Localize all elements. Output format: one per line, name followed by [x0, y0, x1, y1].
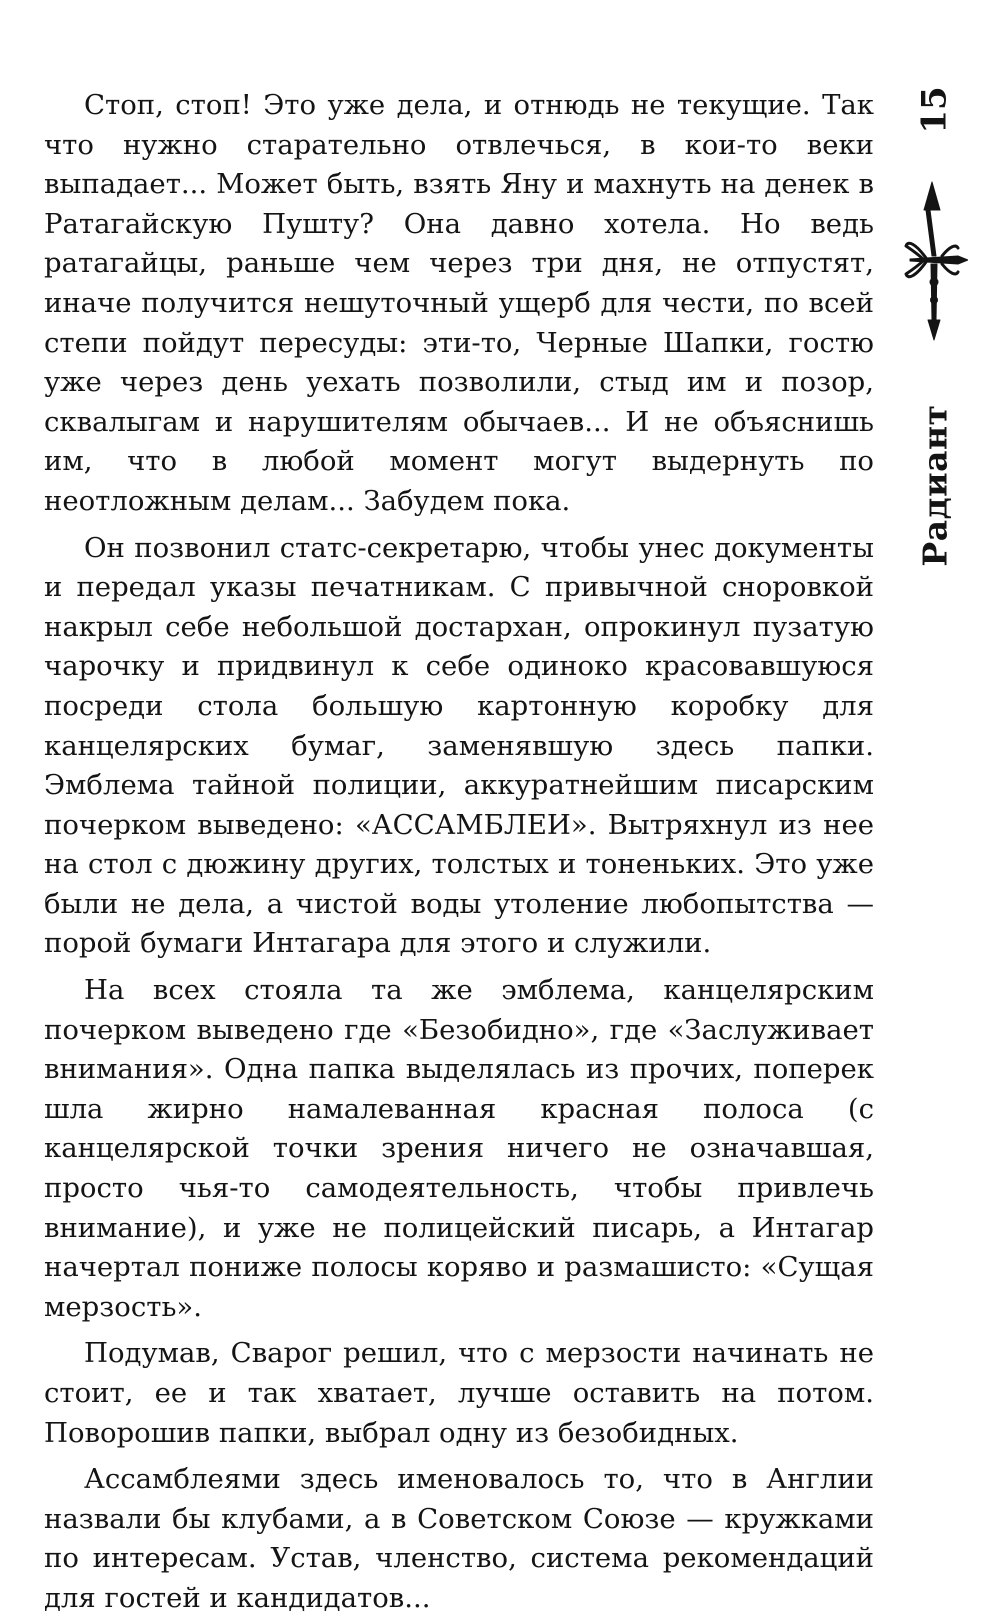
- page-number-text: 15: [914, 86, 955, 134]
- running-title-text: Радиант: [915, 403, 955, 567]
- paragraph-3: На всех стояла та же эмблема, канцелярским почерком выведено где «Безобидно», где «Заслуживает внимания». Одна папка выделялась из прочих, поперек шла жирно намалеванная красная полоса (с канцелярской точки зрения ничего не означавшая, просто чья-то самодеятельность, чтобы привлечь внимание), и уже не полицейский писарь, а Интагар начертал пониже полосы коряво и размашисто: «Сущая мерзость».: [44, 974, 874, 1323]
- paragraph-4: Подумав, Сварог решил, что с мерзости начинать не стоит, ее и так хватает, лучше оставить на потом. Поворошив папки, выбрал одну из безобидных.: [44, 1337, 874, 1449]
- page-number: [910, 80, 960, 140]
- side-margin-header: [890, 80, 980, 567]
- paragraph-2: Он позвонил статс-секретарю, чтобы унес документы и передал указы печатникам. С привычной сноровкой накрыл себе небольшой достархан, опрокинул пузатую чарочку и придвинул к себе одиноко красовавшуюся посреди стола большую картонную коробку для канцелярских бумаг, заменявшую здесь папки. Эмблема тайной полиции, аккуратнейшим писарским почерком выведено: «АССАМБЛЕИ». Вытряхнул из нее на стол с дюжину других, толстых и тоненьких. Это уже были не дела, а чистой воды утоление любопытства — порой бумаги Интагара для этого и служили.: [44, 531, 874, 960]
- paragraph-1: Стоп, стоп! Это уже дела, и отнюдь не текущие. Так что нужно старательно отвлечься, в кои-то веки выпадает... Может быть, взять Яну и махнуть на денек в Ратагайскую Пушту? Она давно хотела. Но ведь ратагайцы, раньше чем через три дня, не отпустят, иначе получится нешуточный ущерб для чести, по всей степи пойдут пересуды: эти-то, Черные Шапки, гостю уже через день уехать позволили, стыд им и позор, сквалыгам и нарушителям обычаев... И не объяснишь им, что в любой момент могут выдернуть по неотложным делам... Забудем пока.: [44, 89, 874, 517]
- body-text: [44, 86, 874, 1619]
- running-title: [910, 390, 960, 580]
- paragraph-5: Ассамблеями здесь именовалось то, что в Англии назвали бы клубами, а в Советском Союзе — кружками по интересам. Устав, членство, система рекомендаций для гостей и кандидатов...: [44, 1463, 874, 1614]
- dagger-ornament-icon: [902, 170, 968, 350]
